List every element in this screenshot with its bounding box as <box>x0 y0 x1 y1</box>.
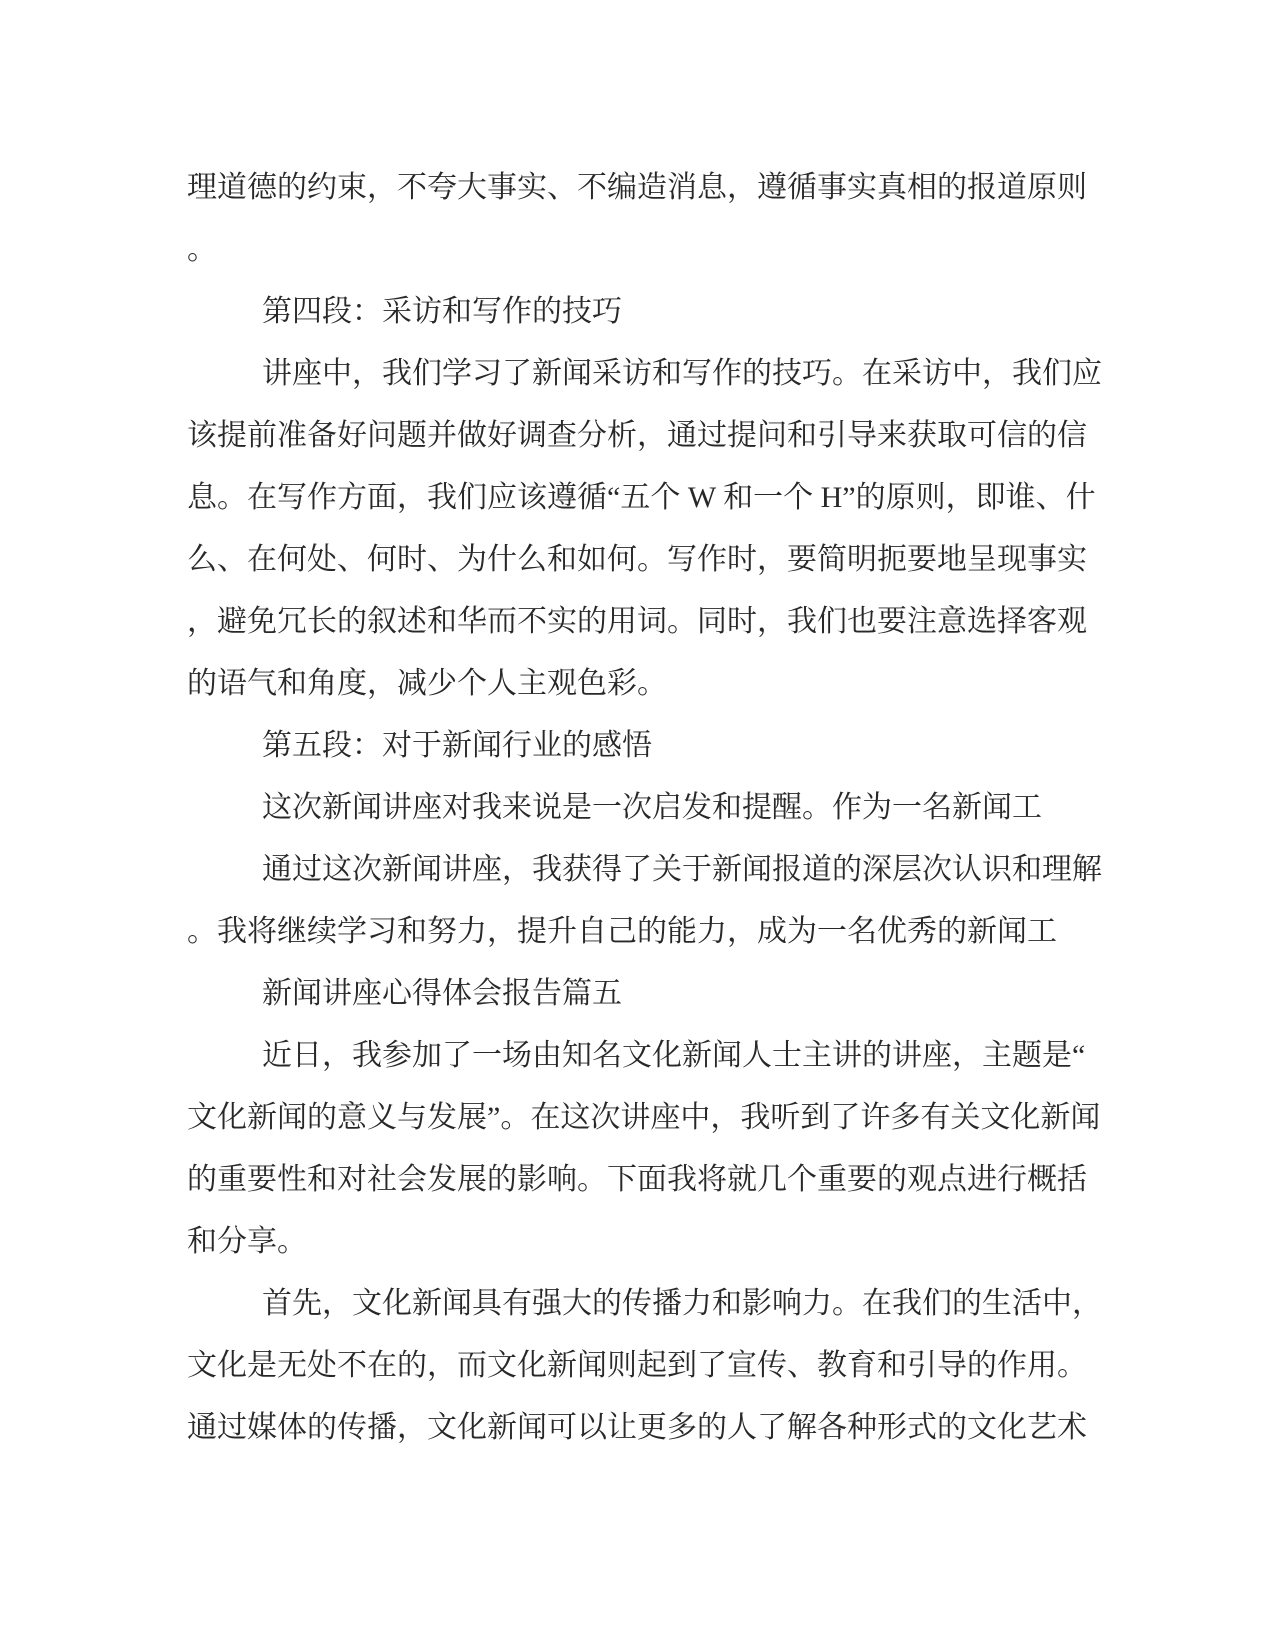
text-line: 第四段：采访和写作的技巧 <box>262 295 622 328</box>
text-line: ，避免冗长的叙述和华而不实的用词。同时，我们也要注意选择客观 <box>187 605 1087 638</box>
text-line: 通过这次新闻讲座，我获得了关于新闻报道的深层次认识和理解 <box>262 853 1102 886</box>
text-line: 息。在写作方面，我们应该遵循“五个 W 和一个 H”的原则，即谁、什 <box>187 481 1096 514</box>
text-line: 该提前准备好问题并做好调查分析，通过提问和引导来获取可信的信 <box>187 419 1087 452</box>
text-line: 和分享。 <box>187 1225 307 1258</box>
text-line: 的语气和角度，减少个人主观色彩。 <box>187 667 667 700</box>
text-line: 。 <box>187 233 217 266</box>
text-line: 新闻讲座心得体会报告篇五 <box>262 977 622 1010</box>
text-line: 。我将继续学习和努力，提升自己的能力，成为一名优秀的新闻工 <box>187 915 1057 948</box>
text-line: 近日，我参加了一场由知名文化新闻人士主讲的讲座，主题是“ <box>262 1039 1086 1072</box>
text-line: 理道德的约束，不夸大事实、不编造消息，遵循事实真相的报道原则 <box>187 171 1087 204</box>
text-line: 通过媒体的传播，文化新闻可以让更多的人了解各种形式的文化艺术 <box>187 1411 1087 1444</box>
text-line: 第五段：对于新闻行业的感悟 <box>262 729 652 762</box>
text-line: 文化是无处不在的，而文化新闻则起到了宣传、教育和引导的作用。 <box>187 1349 1087 1382</box>
text-line: 首先，文化新闻具有强大的传播力和影响力。在我们的生活中， <box>262 1287 1102 1320</box>
text-line: 讲座中，我们学习了新闻采访和写作的技巧。在采访中，我们应 <box>262 357 1102 390</box>
document-text-block <box>187 157 1147 1459</box>
text-line: 的重要性和对社会发展的影响。下面我将就几个重要的观点进行概括 <box>187 1163 1087 1196</box>
text-line: 么、在何处、何时、为什么和如何。写作时，要简明扼要地呈现事实 <box>187 543 1087 576</box>
text-line: 这次新闻讲座对我来说是一次启发和提醒。作为一名新闻工 <box>262 791 1042 824</box>
text-line: 文化新闻的意义与发展”。在这次讲座中，我听到了许多有关文化新闻 <box>187 1101 1101 1134</box>
